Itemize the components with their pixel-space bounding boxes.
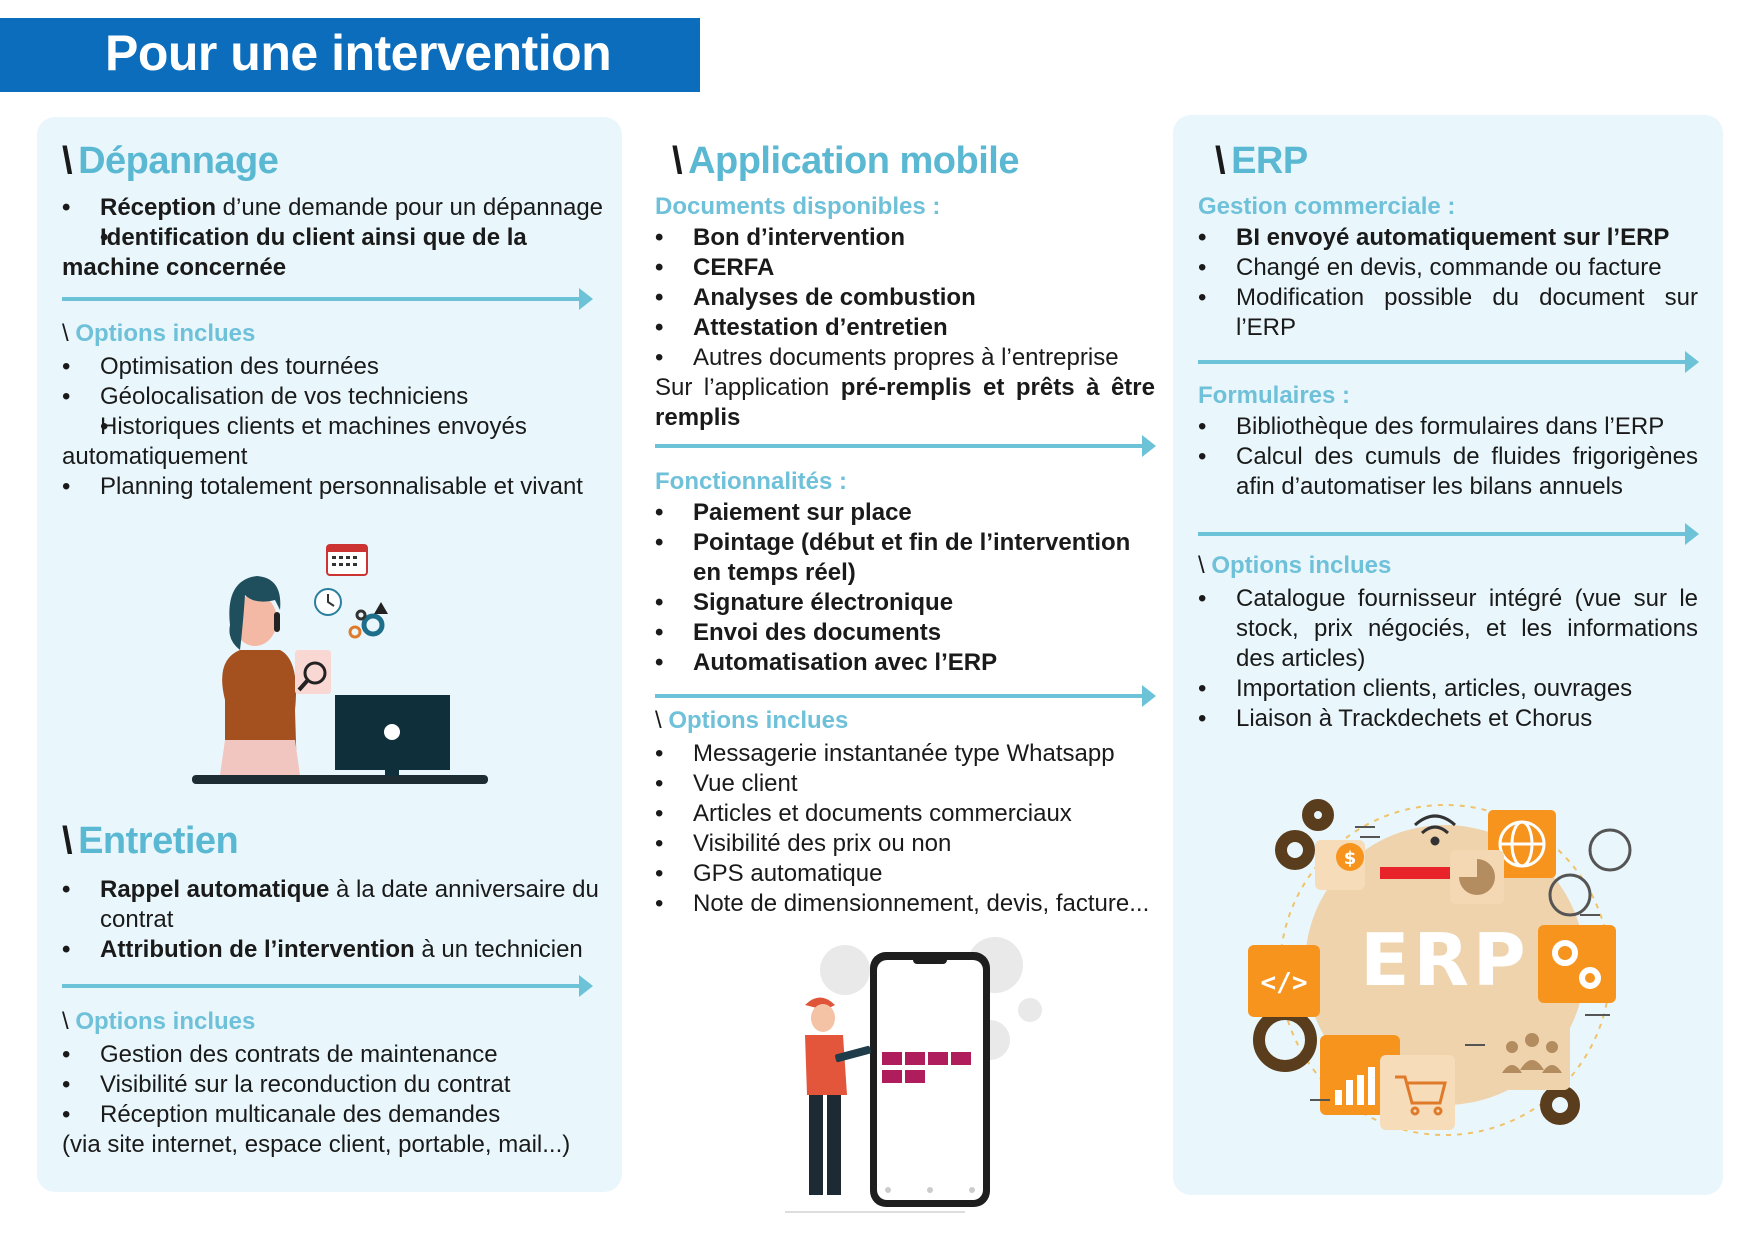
coin-label: $ <box>1343 848 1357 869</box>
desk <box>192 775 488 784</box>
clock-icon <box>315 589 341 615</box>
list-item: • Identification du client ainsi que de la machine concernée <box>62 223 617 283</box>
entretien-heading: \ Entretien <box>62 820 239 862</box>
divider-arrow <box>1198 360 1693 364</box>
options-list <box>1198 584 1698 734</box>
list-item: • Signature électronique <box>655 588 1155 618</box>
list-item: • CERFA <box>655 253 1155 283</box>
list-item: • Liaison à Trackdechets et Chorus <box>1198 704 1698 734</box>
title-banner <box>0 18 700 92</box>
mobile-options <box>655 707 1155 919</box>
list-item: • Paiement sur place <box>655 498 1155 528</box>
erp-illustration <box>1240 795 1650 1140</box>
forms-section <box>1198 382 1698 502</box>
list-item: • Changé en devis, commande ou facture <box>1198 253 1698 283</box>
list-item: • Attribution de l’intervention à un technicien <box>62 935 617 965</box>
list-item: • Analyses de combustion <box>655 283 1155 313</box>
options-list <box>655 739 1155 919</box>
list-item: • Planning totalement personnalisable et vivant <box>62 472 617 502</box>
list-item: • Automatisation avec l’ERP <box>655 648 1155 678</box>
list-item: • Pointage (début et fin de l’intervention en temps réel) <box>655 528 1155 588</box>
list-item: • Réception multicanale des demandes <box>62 1100 617 1130</box>
depannage-list <box>62 193 617 283</box>
list-item: • Visibilité des prix ou non <box>655 829 1155 859</box>
list-item: • Gestion des contrats de maintenance <box>62 1040 617 1070</box>
list-item: • Visibilité sur la reconduction du contrat <box>62 1070 617 1100</box>
divider-arrow <box>655 694 1150 698</box>
functions-list <box>655 498 1155 678</box>
list-item: • Bon d’intervention <box>655 223 1155 253</box>
gc-heading: Gestion commerciale : <box>1198 193 1456 220</box>
options-tail: (via site internet, espace client, portable, mail...) <box>62 1131 571 1158</box>
erp-heading: \ ERP <box>1215 140 1308 182</box>
entretien-list <box>62 875 617 965</box>
forms-heading: Formulaires : <box>1198 382 1351 409</box>
list-item: • Vue client <box>655 769 1155 799</box>
entretien-options <box>62 1008 617 1160</box>
forms-list <box>1198 412 1698 502</box>
list-item: • GPS automatique <box>655 859 1155 889</box>
options-list <box>62 352 617 502</box>
list-item: • Réception d’une demande pour un dépannage <box>62 193 617 223</box>
depannage-options <box>62 320 617 502</box>
list-item: • Rappel automatique à la date anniversaire du contrat <box>62 875 617 935</box>
gears-icon <box>350 602 388 637</box>
options-heading: \ Options inclues <box>62 320 256 347</box>
list-item: • BI envoyé automatiquement sur l’ERP <box>1198 223 1698 253</box>
prefill-note: Sur l’application pré-remplis et prêts à être remplis <box>655 374 1155 431</box>
options-heading: \ Options inclues <box>1198 552 1392 579</box>
list-item: • Envoi des documents <box>655 618 1155 648</box>
list-item: • Historiques clients et machines envoyés automatiquement <box>62 412 617 472</box>
docs-list <box>655 223 1155 343</box>
list-item: • Géolocalisation de vos techniciens <box>62 382 617 412</box>
depannage-heading: \ Dépannage <box>62 140 279 182</box>
mobile-section <box>655 140 1155 433</box>
list-item: • Attestation d’entretien <box>655 313 1155 343</box>
functions-section <box>655 468 1155 678</box>
list-item: • Calcul des cumuls de fluides frigorigènes afin d’automatiser les bilans annuels <box>1198 442 1698 502</box>
docs-list-plain <box>655 343 1155 373</box>
list-item: • Modification possible du document sur l’ERP <box>1198 283 1698 343</box>
options-heading: \ Options inclues <box>62 1008 256 1035</box>
code-icon: </> <box>1260 968 1308 998</box>
gc-list-bold <box>1198 223 1698 253</box>
divider-arrow <box>1198 532 1693 536</box>
options-list <box>62 1040 617 1130</box>
erp-section <box>1198 140 1698 343</box>
gc-list <box>1198 253 1698 343</box>
functions-heading: Fonctionnalités : <box>655 468 847 495</box>
docs-heading: Documents disponibles : <box>655 193 941 220</box>
list-item: • Autres documents propres à l’entreprise <box>655 343 1155 373</box>
magnifier-icon <box>295 650 331 694</box>
list-item: • Optimisation des tournées <box>62 352 617 382</box>
page-title: Pour une intervention <box>105 25 612 81</box>
support-woman-illustration <box>185 540 495 790</box>
depannage-section <box>62 140 617 283</box>
calendar-icon <box>327 545 367 575</box>
divider-arrow <box>62 297 587 301</box>
options-heading: \ Options inclues <box>655 707 849 734</box>
list-item: • Articles et documents commerciaux <box>655 799 1155 829</box>
list-item: • Bibliothèque des formulaires dans l’ERP <box>1198 412 1698 442</box>
mobile-heading: \ Application mobile <box>672 140 1019 182</box>
entretien-section <box>62 820 617 965</box>
erp-options <box>1198 552 1698 734</box>
list-item: • Note de dimensionnement, devis, facture... <box>655 889 1155 919</box>
divider-arrow <box>62 984 587 988</box>
list-item: • Importation clients, articles, ouvrages <box>1198 674 1698 704</box>
list-item: • Catalogue fournisseur intégré (vue sur le stock, prix négociés, et les informations des articles) <box>1198 584 1698 674</box>
divider-arrow <box>655 444 1150 448</box>
technician-phone-illustration <box>785 930 1065 1220</box>
list-item: • Messagerie instantanée type Whatsapp <box>655 739 1155 769</box>
erp-logo-text: ERP <box>1360 918 1530 1002</box>
